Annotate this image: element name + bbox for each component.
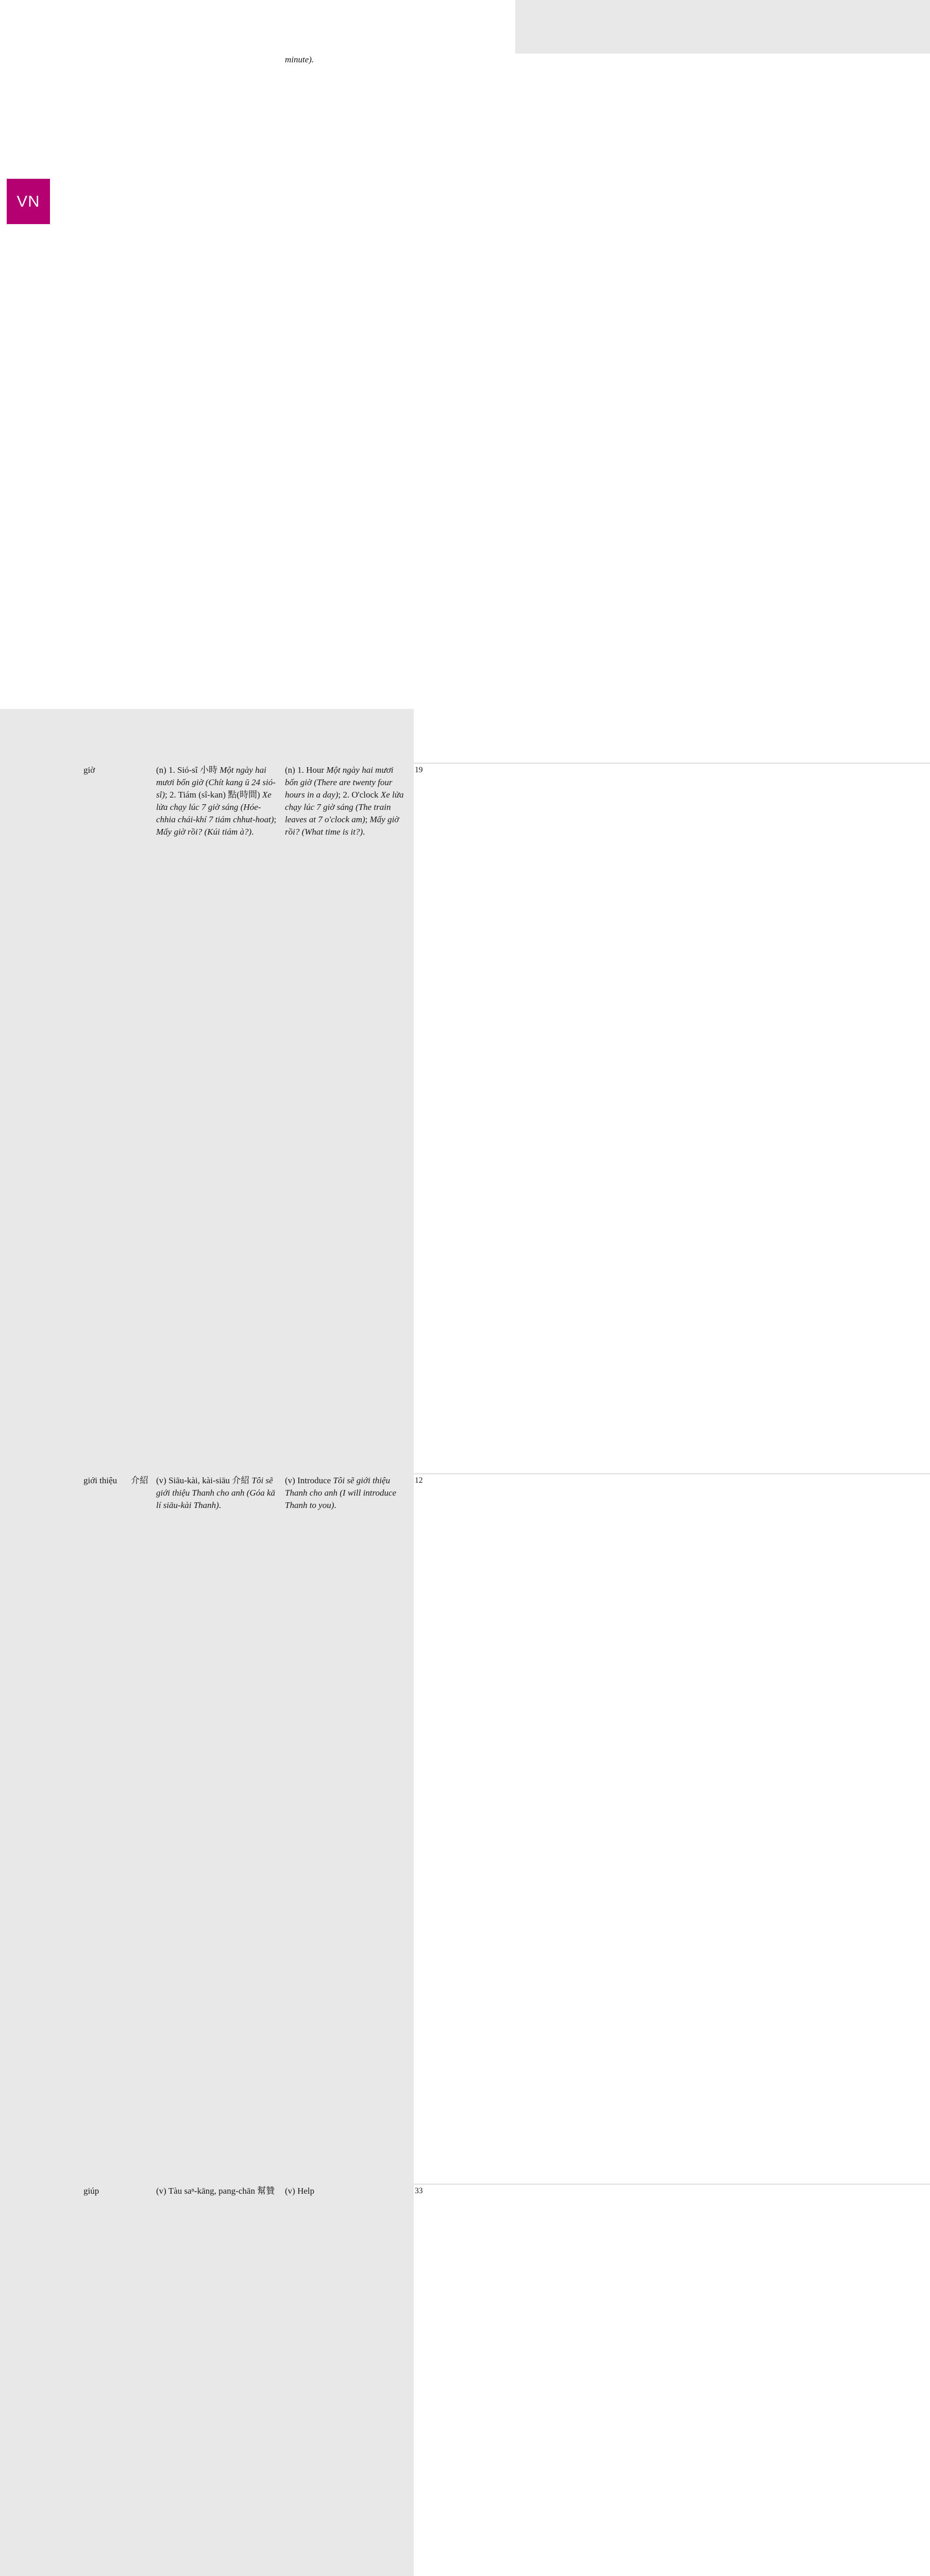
entry-taiwanese-definition: [156, 54, 285, 762]
text-segment: .: [218, 1500, 222, 1510]
text-segment: ;: [365, 815, 370, 824]
text-segment: (v) Help: [285, 2186, 315, 2196]
entry-english-definition: [285, 764, 414, 1473]
text-segment: Xe lửa chạy lúc 7 giờ sáng (The train leaves at 7 o'clock am): [285, 790, 404, 824]
text-segment: (v) Siāu-kài, kài-siāu 介紹: [156, 1476, 252, 1485]
entry-page-number: 33: [414, 2185, 930, 2576]
text-segment: .: [251, 827, 254, 837]
entry-han-gloss: [131, 764, 156, 1473]
dictionary-entry-row: [83, 2185, 429, 2576]
text-segment: (n) 1. Sió-sî 小時: [156, 765, 220, 775]
entry-headword: [83, 54, 131, 762]
entry-han-gloss: 介紹: [131, 1476, 148, 1485]
text-segment: (v) Introduce: [285, 1476, 333, 1485]
entry-page-number: 12: [414, 1475, 930, 2183]
entry-han-gloss: [131, 2185, 156, 2576]
text-segment: Một ngày hai mươi bốn giờ (There are twenty four hours in a day): [285, 765, 394, 800]
entry-taiwanese-definition: [156, 764, 285, 1473]
section-tab-vn: [7, 179, 50, 224]
section-tab-label: VN: [16, 192, 40, 210]
text-segment: Tôi sẽ giới thiệu Thanh cho anh (Góa kā lí siāu-kài Thanh): [156, 1476, 275, 1510]
dictionary-entry-row: [83, 1475, 429, 2183]
entry-headword: giúp: [83, 2186, 99, 2196]
entry-han-gloss: [131, 54, 156, 762]
text-segment: (n) 1. Hour: [285, 765, 327, 775]
text-segment: ;: [274, 815, 277, 824]
text-segment: Xe lửa chạy lúc 7 giờ sáng (Hóe-chhia chái-khí 7 tiám chhut-hoat): [156, 790, 274, 824]
text-segment: .: [363, 827, 365, 837]
entry-english-definition: [285, 2185, 414, 2576]
dictionary-page: [0, 0, 515, 2196]
text-segment: Tôi sẽ giới thiệu Thanh cho anh (I will introduce Thanh to you): [285, 1476, 397, 1510]
entry-page-number: [414, 54, 930, 762]
entries-list: [83, 54, 429, 2576]
text-segment: (v) Tàu saⁿ-kāng, pang-chān 幫贊: [156, 2186, 275, 2196]
entry-english-definition: [285, 1475, 414, 2183]
text-segment: ; 2. O'clock: [338, 790, 381, 800]
entry-taiwanese-definition: [156, 1475, 285, 2183]
text-segment: .: [334, 1500, 336, 1510]
entry-taiwanese-definition: [156, 2185, 285, 2576]
entry-page-number: 19: [414, 764, 930, 1473]
entry-headword: giờ: [83, 765, 95, 775]
text-segment: Mấy giờ rồi? (Kúi tiám à?): [156, 827, 252, 837]
text-segment: Một ngày hai mươi bốn giờ (Chít kang ū 24 sió-sî): [156, 765, 276, 800]
text-segment: Mấy giờ rồi? (What time is it?): [285, 815, 399, 837]
entry-english-definition: [285, 54, 414, 762]
text-segment: ; 2. Tiám (sî-kan) 點(時間): [165, 790, 262, 800]
dictionary-entry-row: [83, 764, 429, 1473]
text-segment: minute).: [285, 55, 314, 64]
dictionary-entry-row: [83, 54, 429, 762]
entry-headword: giới thiệu: [83, 1476, 117, 1485]
